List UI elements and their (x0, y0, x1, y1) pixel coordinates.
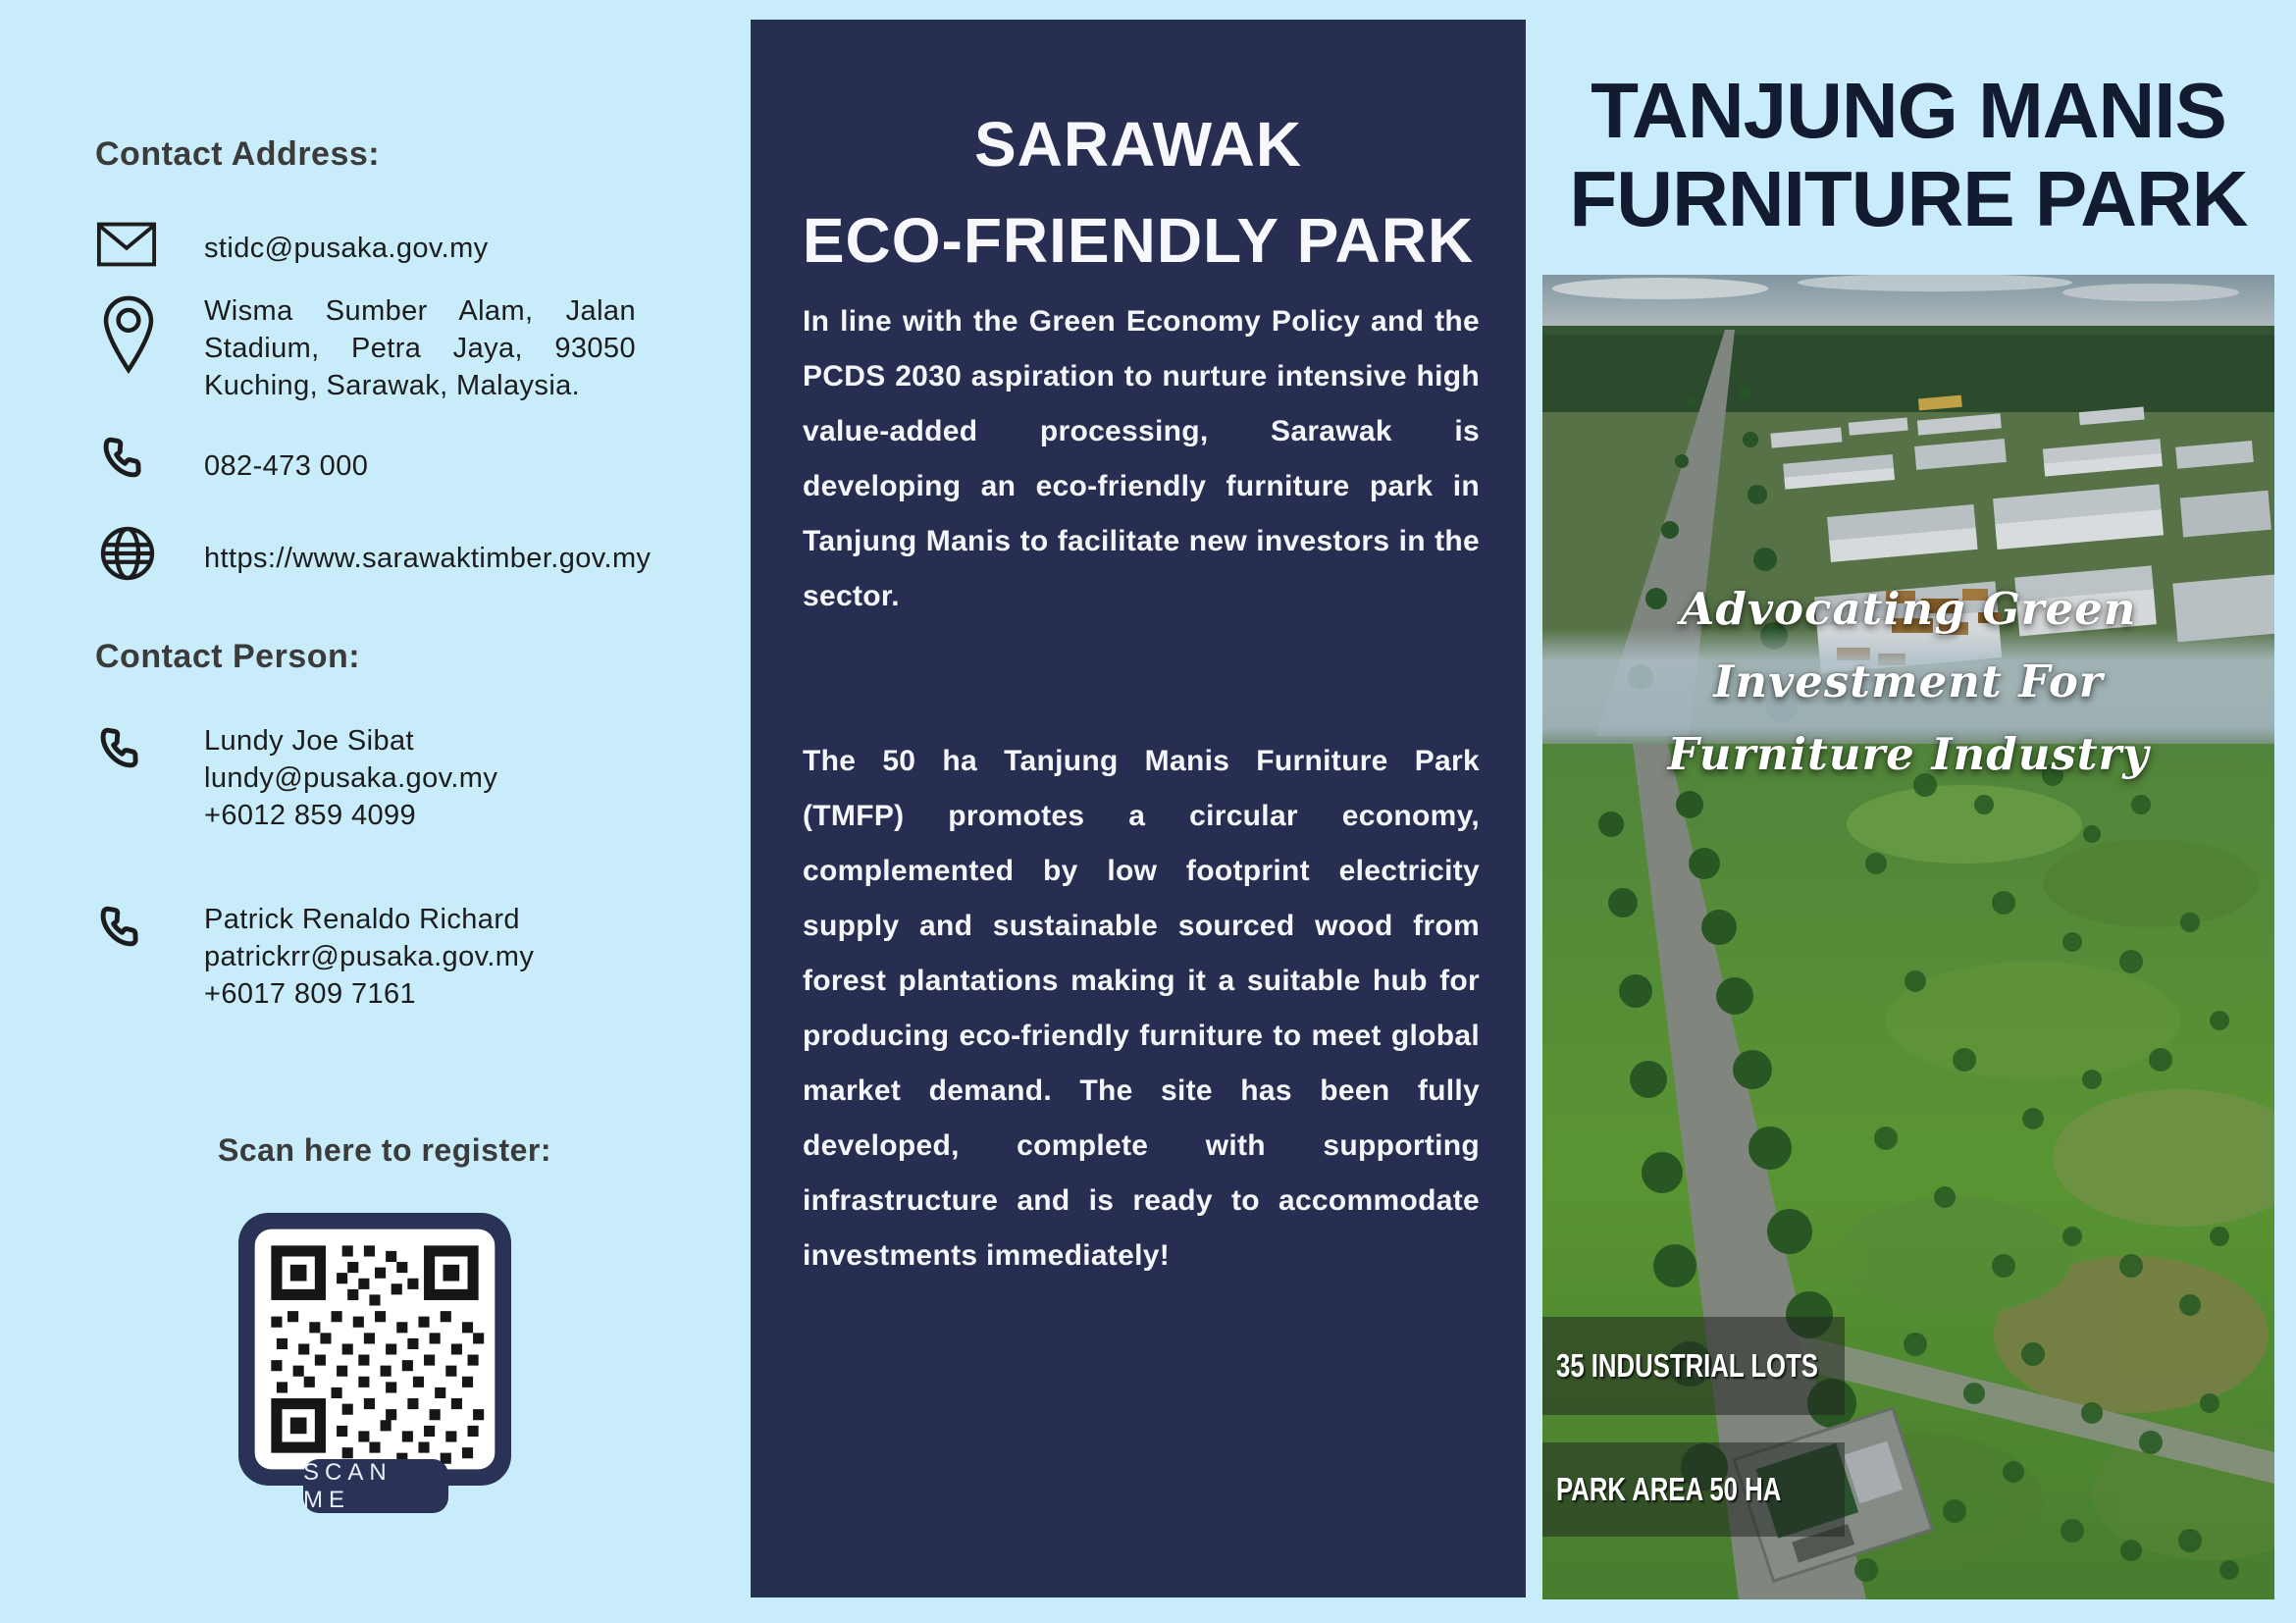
brochure-title-line2: FURNITURE PARK (1569, 155, 2248, 242)
brochure-title-line1: TANJUNG MANIS (1591, 67, 2226, 154)
contact-person-phone: +6012 859 4099 (204, 800, 417, 831)
scan-register-heading: Scan here to register: (218, 1132, 551, 1168)
eco-park-title-line1: SARAWAK (973, 109, 1303, 180)
stat-industrial-lots (1542, 1317, 1845, 1415)
contact-person-email: patrickrr@pusaka.gov.my (204, 941, 535, 972)
phone-icon (96, 432, 157, 493)
contact-person-2 (204, 901, 534, 1013)
phone-icon (93, 901, 154, 962)
contact-person-1 (204, 722, 497, 834)
contact-address: Wisma Sumber Alam, Jalan Stadium, Petra Jaya, 93050 Kuching, Sarawak, Malaysia. (204, 295, 636, 401)
stat-park-area (1542, 1442, 1845, 1537)
contact-panel (0, 0, 751, 1623)
stat-park-area-label: PARK AREA 50 HA (1556, 1471, 1782, 1507)
contact-address-heading: Contact Address: (95, 135, 381, 173)
globe-icon (98, 524, 157, 583)
location-pin-icon (102, 294, 155, 375)
contact-website: https://www.sarawaktimber.gov.my (204, 543, 652, 574)
scan-me-label: SCAN ME (303, 1459, 448, 1513)
eco-park-title-line2: ECO-FRIENDLY PARK (802, 205, 1475, 276)
contact-person-email: lundy@pusaka.gov.my (204, 762, 498, 794)
eco-park-title (751, 96, 1526, 288)
email-icon (96, 222, 157, 267)
photo-caption-line2: Furniture Industry (1667, 728, 2150, 780)
photo-caption-line1: Advocating Green Investment For (1680, 583, 2137, 707)
eco-park-paragraph-2: The 50 ha Tanjung Manis Furniture Park (TMFP) promotes a circular economy, complemented by low footprint electricity supply and sustainable sourced wood from forest plantations making it a suitable hub for producing eco-friendly furniture to meet global market demand. The site has been fully developed, complete with supporting infrastructure and is ready to accommodate investments immediately! (803, 745, 1480, 1272)
contact-person-name: Patrick Renaldo Richard (204, 904, 520, 935)
stat-industrial-lots-label: 35 INDUSTRIAL LOTS (1556, 1347, 1818, 1384)
contact-person-heading: Contact Person: (95, 638, 361, 675)
contact-person-phone: +6017 809 7161 (204, 978, 417, 1010)
contact-phone: 082-473 000 (204, 450, 369, 482)
contact-person-name: Lundy Joe Sibat (204, 725, 414, 757)
photo-caption (1542, 573, 2274, 791)
qr-code (238, 1210, 511, 1489)
contact-email: stidc@pusaka.gov.my (204, 233, 489, 264)
eco-park-paragraph-1: In line with the Green Economy Policy and the PCDS 2030 aspiration to nurture intensive high value-added processing, Sarawak is developing an eco-friendly furniture park in Tanjung Manis to facilitate new investors in the sector. (803, 305, 1480, 612)
brochure-title (1542, 67, 2274, 243)
phone-icon (93, 722, 154, 783)
